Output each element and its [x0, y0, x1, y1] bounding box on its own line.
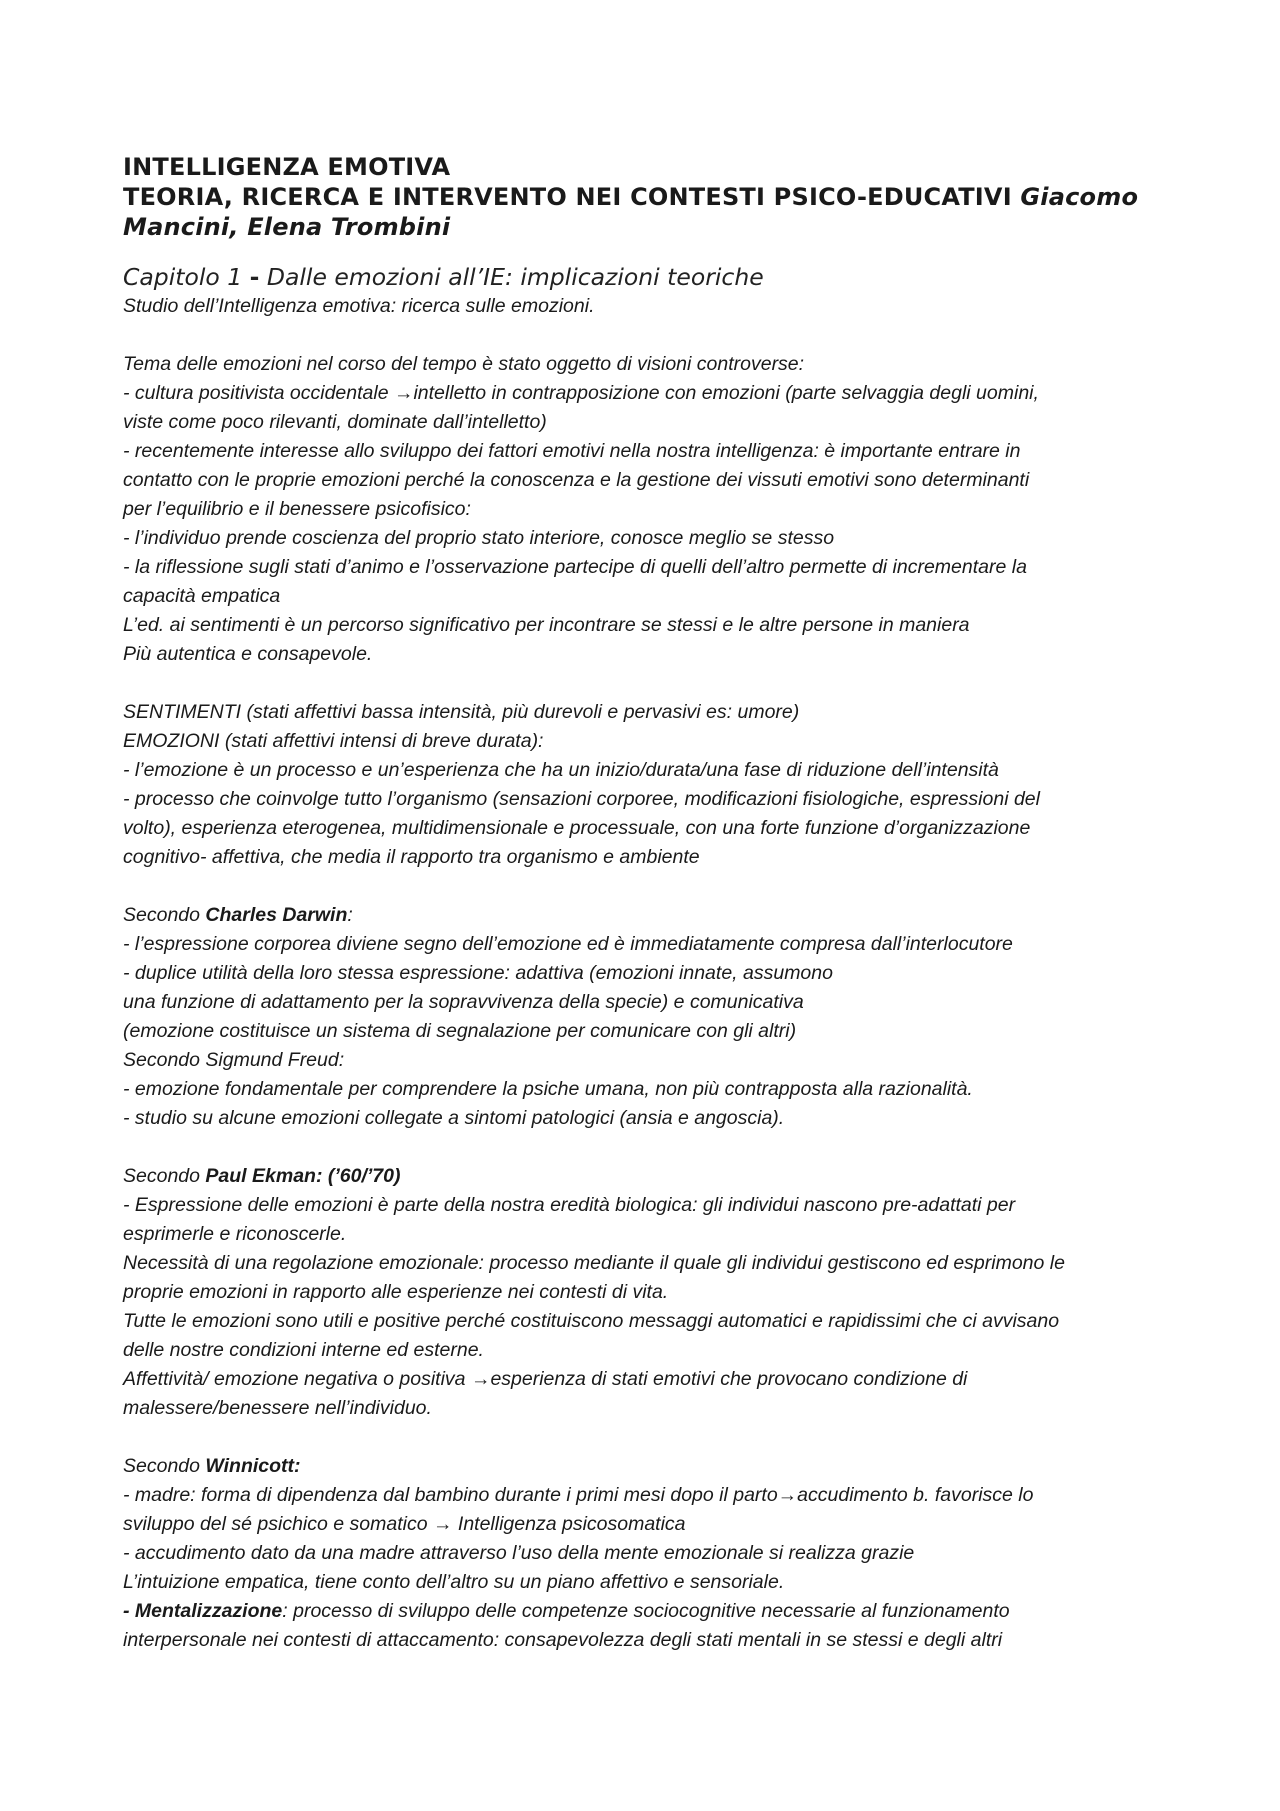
intro-line: Studio dell’Intelligenza emotiva: ricerca sulle emozioni.	[123, 295, 595, 317]
ekman-heading: Secondo Paul Ekman: (’60/’70)	[123, 1165, 401, 1187]
mentalizzazione-line: - Mentalizzazione: processo di sviluppo delle competenze sociocognitive necessarie al funzionamento	[123, 1600, 1010, 1622]
sentimenti-section: SENTIMENTI (stati affettivi bassa intensità, più durevoli e pervasivi es: umore) EMOZIONI (stati affettivi intensi di breve durata): - l’emozione è un processo e un’esperienza che ha un inizio/durata/una fase di riduzione dell’intensità - processo che coinvolge tutto l’organismo (sensazioni corporee, modificazioni fisiologiche, espressioni del volto), esperienza eterogenea, multidimensionale e processuale, con una forte funzione d’organizzazione cognitivo- affettiva, che media il rapporto tra organismo e ambiente	[123, 701, 1040, 868]
darwin-heading: Secondo Charles Darwin:	[123, 904, 353, 926]
document-body	[123, 292, 1162, 1655]
chapter-heading: Capitolo 1 - Dalle emozioni all’IE: implicazioni teoriche	[123, 263, 764, 291]
title-line-1: INTELLIGENZA EMOTIVA	[123, 153, 451, 181]
title-line-2: TEORIA, RICERCA E INTERVENTO NEI CONTESTI PSICO-EDUCATIVI Giacomo	[123, 183, 1139, 211]
document-title	[123, 152, 1162, 242]
winnicott-section: Secondo Winnicott: - madre: forma di dipendenza dal bambino durante i primi mesi dopo il parto→accudimento b. favorisce lo sviluppo del sé psichico e somatico → Intelligenza psicosomatica - accudimento dato da una madre attraverso l’uso della mente emozionale si realizza grazie L’intuizione empatica, tiene conto dell’altro su un piano affettivo e sensoriale. - Mentalizzazione: processo di sviluppo delle competenze sociocognitive necessarie al funzionamento interpersonale nei contesti di attaccamento: consapevolezza degli stati mentali in se stessi e degli altri	[123, 1452, 1162, 1655]
authors-first: Giacomo	[1020, 183, 1139, 211]
ekman-section: Secondo Paul Ekman: (’60/’70) - Espressione delle emozioni è parte della nostra eredità biologica: gli individui nascono pre-adattati per esprimerle e riconoscerle. Necessità di una regolazione emozionale: processo mediante il quale gli individui gestiscono ed esprimono le proprie emozioni in rapporto alle esperienze nei contesti di vita. Tutte le emozioni sono utili e positive perché costituiscono messaggi automatici e rapidissimi che ci avvisano delle nostre condizioni interne ed esterne. Affettività/ emozione negativa o positiva →esperienza di stati emotivi che provocano condizione di malessere/benessere nell’individuo.	[123, 1162, 1162, 1423]
winnicott-heading: Secondo Winnicott:	[123, 1455, 301, 1477]
tema-section: Tema delle emozioni nel corso del tempo è stato oggetto di visioni controverse: - cultura positivista occidentale →intelletto in contrapposizione con emozioni (parte selvaggia degli uomini, viste come poco rilevanti, dominate dall’intelletto) - recentemente interesse allo sviluppo dei fattori emotivi nella nostra intelligenza: è importante entrare in contatto con le proprie emozioni perché la conoscenza e la gestione dei vissuti emotivi sono determinanti per l’equilibrio e il benessere psicofisico: - l’individuo prende coscienza del proprio stato interiore, conosce meglio se stesso - la riflessione sugli stati d’animo e l’osservazione partecipe di quelli dell’altro permette di incrementare la capacità empatica L’ed. ai sentimenti è un percorso significativo per incontrare se stessi e le altre persone in maniera Più autentica e consapevole.	[123, 353, 1039, 665]
authors-second: Mancini, Elena Trombini	[123, 213, 451, 241]
darwin-section: Secondo Charles Darwin: - l’espressione corporea diviene segno dell’emozione ed è immediatamente compresa dall’interlocutore - duplice utilità della loro stessa espressione: adattiva (emozioni innate, assumono una funzione di adattamento per la sopravvivenza della specie) e comunicativa (emozione costituisce un sistema di segnalazione per comunicare con gli altri) Secondo Sigmund Freud: - emozione fondamentale per comprendere la psiche umana, non più contrapposta alla razionalità. - studio su alcune emozioni collegate a sintomi patologici (ansia e angoscia).	[123, 901, 1162, 1133]
